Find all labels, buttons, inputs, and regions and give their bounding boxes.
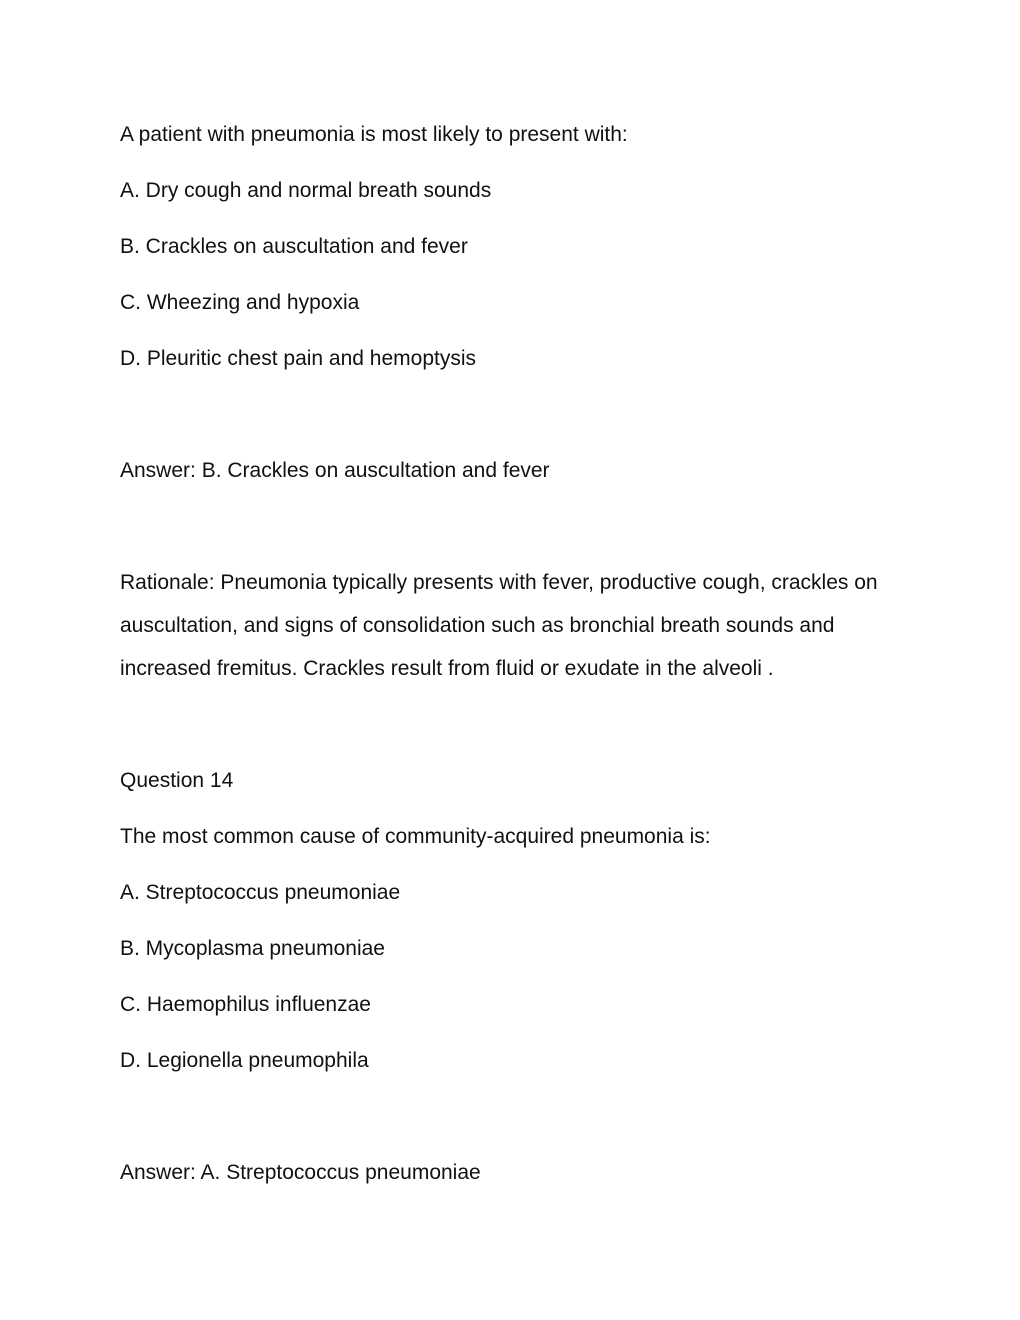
answer-text: Answer: B. Crackles on auscultation and fever xyxy=(120,459,550,482)
option-d: D. Pleuritic chest pain and hemoptysis xyxy=(120,347,477,370)
option-a: A. Dry cough and normal breath sounds xyxy=(120,179,492,202)
rationale-line-3: increased fremitus. Crackles result from fluid or exudate in the alveoli . xyxy=(120,657,774,680)
option-c: C. Wheezing and hypoxia xyxy=(120,291,360,314)
rationale-line-1: Rationale: Pneumonia typically presents with fever, productive cough, crackles on xyxy=(120,571,878,594)
question-heading: Question 14 xyxy=(120,769,234,792)
option-d: D. Legionella pneumophila xyxy=(120,1049,369,1072)
option-c: C. Haemophilus influenzae xyxy=(120,993,371,1016)
question-text: A patient with pneumonia is most likely to present with: xyxy=(120,123,628,146)
answer-text: Answer: A. Streptococcus pneumoniae xyxy=(120,1161,481,1184)
option-b: B. Mycoplasma pneumoniae xyxy=(120,937,385,960)
question-text: The most common cause of community-acquired pneumonia is: xyxy=(120,825,711,848)
option-b: B. Crackles on auscultation and fever xyxy=(120,235,468,258)
rationale-line-2: auscultation, and signs of consolidation such as bronchial breath sounds and xyxy=(120,614,835,637)
option-a: A. Streptococcus pneumoniae xyxy=(120,881,401,904)
